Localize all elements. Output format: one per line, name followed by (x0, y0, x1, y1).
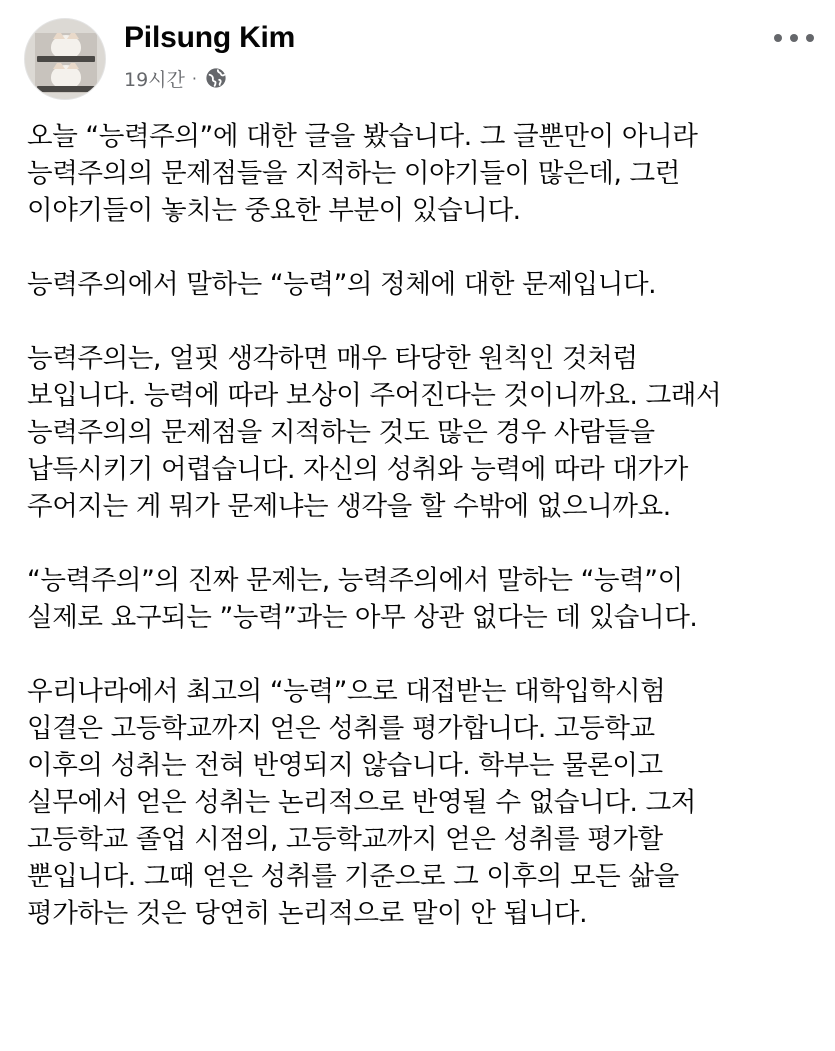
meme-caption-bar (37, 56, 95, 62)
avatar-meme-panel-top (35, 33, 97, 63)
post-text-line: 오늘 “능력주의”에 대한 글을 봤습니다. 그 글뿐만이 아니라 (27, 121, 698, 152)
more-options-button[interactable] (774, 30, 814, 46)
meta-separator: · (191, 68, 197, 88)
post-text-line: 고등학교 졸업 시점의, 고등학교까지 얻은 성취를 평가할 (27, 824, 663, 855)
more-horizontal-icon (806, 34, 814, 42)
post-text-line: 이야기들이 놓치는 중요한 부분이 있습니다. (27, 195, 521, 226)
post-text-line: “능력주의”의 진짜 문제는, 능력주의에서 말하는 “능력”이 (27, 565, 683, 596)
post-text-line: 뿐입니다. 그때 얻은 성취를 기준으로 그 이후의 모든 삶을 (27, 861, 679, 892)
meme-caption-bar (37, 86, 95, 92)
post-paragraph (27, 340, 817, 525)
post-text-line: 실무에서 얻은 성취는 논리적으로 반영될 수 없습니다. 그저 (27, 787, 696, 818)
post-paragraph (27, 673, 817, 932)
post-text-line: 보입니다. 능력에 따라 보상이 주어진다는 것이니까요. 그래서 (27, 380, 722, 411)
post-text-line: 우리나라에서 최고의 “능력”으로 대접받는 대학입학시험 (27, 676, 666, 707)
post-text-line: 능력주의의 문제점을 지적하는 것도 많은 경우 사람들을 (27, 417, 655, 448)
post-text-line: 납득시키기 어렵습니다. 자신의 성취와 능력에 따라 대가가 (27, 454, 688, 485)
post-text-line: 실제로 요구되는 ”능력”과는 아무 상관 없다는 데 있습니다. (27, 602, 698, 633)
more-horizontal-icon (790, 34, 798, 42)
post-header (24, 18, 814, 102)
post-text-line: 이후의 성취는 전혀 반영되지 않습니다. 학부는 물론이고 (27, 750, 663, 781)
post-body (27, 118, 817, 969)
avatar-meme-panel-bottom (35, 63, 97, 93)
post-text-line: 주어지는 게 뭐가 문제냐는 생각을 할 수밖에 없으니까요. (27, 491, 671, 522)
globe-icon[interactable] (205, 67, 227, 89)
post-text-line: 능력주의의 문제점들을 지적하는 이야기들이 많은데, 그런 (27, 158, 680, 189)
avatar[interactable] (24, 18, 106, 100)
post-text-line: 능력주의는, 얼핏 생각하면 매우 타당한 원칙인 것처럼 (27, 343, 638, 374)
post-text-line: 능력주의에서 말하는 “능력”의 정체에 대한 문제입니다. (27, 269, 657, 300)
post-paragraph (27, 118, 817, 229)
post-meta (124, 65, 227, 91)
post-paragraph (27, 266, 817, 303)
post-text-line: 입결은 고등학교까지 얻은 성취를 평가합니다. 고등학교 (27, 713, 655, 744)
author-name[interactable]: Pilsung Kim (124, 21, 296, 54)
more-horizontal-icon (774, 34, 782, 42)
post-paragraph (27, 562, 817, 636)
post-timestamp[interactable]: 19시간 (124, 68, 185, 91)
post-text-line: 평가하는 것은 당연히 논리적으로 말이 안 됩니다. (27, 898, 588, 929)
